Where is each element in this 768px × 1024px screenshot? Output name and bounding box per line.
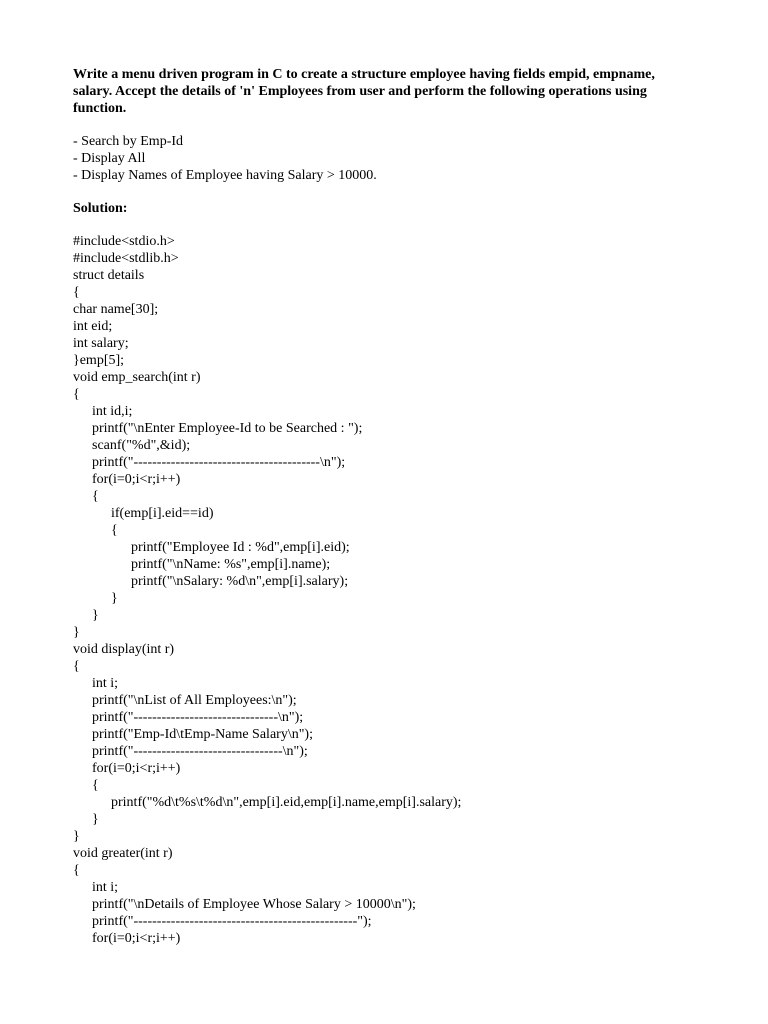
- operations-list: [73, 133, 693, 184]
- spacer: [73, 217, 693, 233]
- code-line: for(i=0;i<r;i++): [92, 472, 181, 487]
- code-line: #include<stdlib.h>: [73, 251, 179, 266]
- code-line: char name[30];: [73, 302, 159, 317]
- spacer: [73, 184, 693, 200]
- code-line: printf("\nList of All Employees:\n");: [92, 693, 297, 708]
- code-line: printf("\nDetails of Employee Whose Salary > 10000\n");: [92, 897, 416, 912]
- code-line: void display(int r): [73, 642, 175, 657]
- code-line: int i;: [92, 676, 119, 691]
- code-line: printf("--------------------------------\n");: [92, 744, 308, 759]
- code-line: int id,i;: [92, 404, 133, 419]
- solution-label: Solution:: [73, 201, 128, 216]
- code-line: }emp[5];: [73, 353, 125, 368]
- code-line: {: [92, 489, 99, 504]
- operation-item: - Display Names of Employee having Salary > 10000.: [73, 168, 377, 183]
- code-line: printf("\nName: %s",emp[i].name);: [131, 557, 331, 572]
- code-line: printf("%d\t%s\t%d\n",emp[i].eid,emp[i].name,emp[i].salary);: [111, 795, 462, 810]
- code-line: printf("-------------------------------\n");: [92, 710, 304, 725]
- code-line: int eid;: [73, 319, 113, 334]
- document-page: [73, 66, 693, 947]
- code-line: {: [73, 863, 80, 878]
- operation-item: - Display All: [73, 151, 146, 166]
- code-line: #include<stdio.h>: [73, 234, 175, 249]
- code-line: }: [92, 608, 99, 623]
- code-line: }: [111, 591, 118, 606]
- code-block: [73, 233, 693, 947]
- code-line: void emp_search(int r): [73, 370, 201, 385]
- code-line: void greater(int r): [73, 846, 173, 861]
- code-line: printf("\nSalary: %d\n",emp[i].salary);: [131, 574, 349, 589]
- code-line: {: [73, 285, 80, 300]
- code-line: {: [73, 387, 80, 402]
- code-line: }: [73, 625, 80, 640]
- code-line: }: [73, 829, 80, 844]
- code-line: if(emp[i].eid==id): [111, 506, 214, 521]
- code-line: printf("------------------------------------------------");: [92, 914, 372, 929]
- question-text: Write a menu driven program in C to create a structure employee having fields empid, empname, salary. Accept the details of 'n' Employees from user and perform the following operations using function.: [73, 67, 655, 116]
- code-line: for(i=0;i<r;i++): [92, 931, 181, 946]
- code-line: printf("Employee Id : %d",emp[i].eid);: [131, 540, 350, 555]
- code-line: }: [92, 812, 99, 827]
- code-line: printf("Emp-Id\tEmp-Name Salary\n");: [92, 727, 313, 742]
- code-line: scanf("%d",&id);: [92, 438, 191, 453]
- spacer: [73, 117, 693, 133]
- code-line: {: [92, 778, 99, 793]
- code-line: {: [111, 523, 118, 538]
- code-line: printf("----------------------------------------\n");: [92, 455, 346, 470]
- code-line: int i;: [92, 880, 119, 895]
- code-line: printf("\nEnter Employee-Id to be Searched : ");: [92, 421, 363, 436]
- operation-item: - Search by Emp-Id: [73, 134, 184, 149]
- code-line: {: [73, 659, 80, 674]
- code-line: int salary;: [73, 336, 129, 351]
- code-line: for(i=0;i<r;i++): [92, 761, 181, 776]
- code-line: struct details: [73, 268, 145, 283]
